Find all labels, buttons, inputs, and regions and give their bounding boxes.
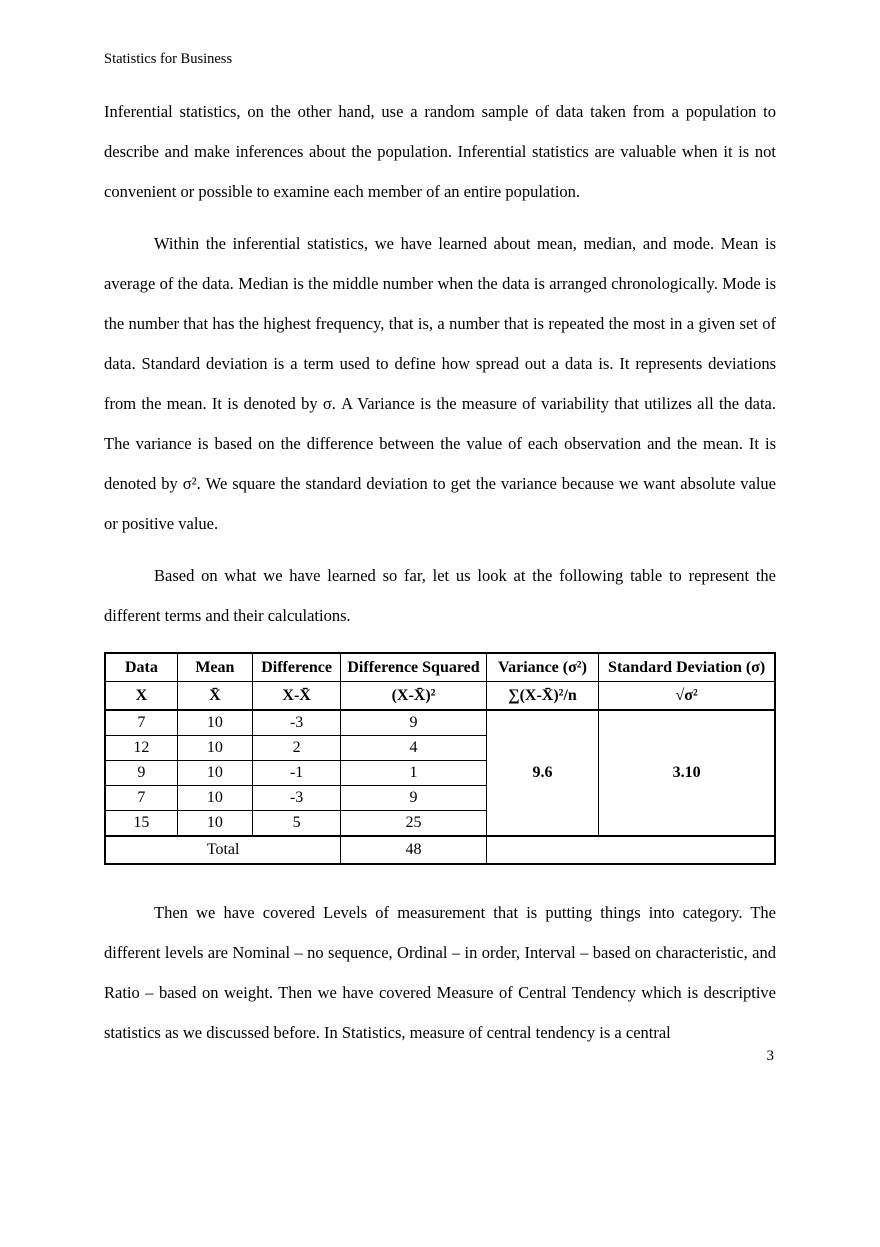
page-number: 3 [766, 1048, 774, 1064]
cell-data: 7 [105, 710, 177, 736]
symbol-x: X [105, 682, 177, 711]
cell-data: 7 [105, 786, 177, 811]
total-label: Total [105, 836, 341, 864]
total-empty-cell [486, 836, 775, 864]
std-dev-value: 3.10 [599, 710, 775, 836]
cell-mean: 10 [177, 761, 252, 786]
cell-data: 15 [105, 811, 177, 837]
cell-difference-squared: 9 [341, 710, 486, 736]
cell-difference-squared: 9 [341, 786, 486, 811]
symbol-x-minus-xbar: X-X̄ [252, 682, 340, 711]
col-header-variance: Variance (σ²) [486, 653, 599, 682]
table-row [105, 710, 775, 736]
cell-difference: -3 [252, 710, 340, 736]
table-header-row-1 [105, 653, 775, 682]
cell-difference-squared: 25 [341, 811, 486, 837]
paragraph-levels-of-measurement: Then we have covered Levels of measurement that is putting things into category. The different levels are Nominal – no sequence, Ordinal – in order, Interval – based on characteristic, and Ratio – based on weight. Then we have covered Measure of Central Tendency which is descriptive statistics as we discussed before. In Statistics, measure of central tendency is a central [104, 903, 776, 1042]
cell-mean: 10 [177, 736, 252, 761]
cell-data: 9 [105, 761, 177, 786]
col-header-mean: Mean [177, 653, 252, 682]
cell-difference: 2 [252, 736, 340, 761]
table-header-row-2 [105, 682, 775, 711]
col-header-data: Data [105, 653, 177, 682]
symbol-x-minus-xbar-squared: (X-X̄)² [341, 682, 486, 711]
cell-difference: -1 [252, 761, 340, 786]
cell-mean: 10 [177, 710, 252, 736]
cell-difference: 5 [252, 811, 340, 837]
table-total-row [105, 836, 775, 864]
symbol-x-bar: X̄ [177, 682, 252, 711]
cell-mean: 10 [177, 786, 252, 811]
cell-difference-squared: 4 [341, 736, 486, 761]
cell-difference-squared: 1 [341, 761, 486, 786]
paragraph-table-intro: Based on what we have learned so far, let us look at the following table to represent the different terms and their calculations. [104, 566, 776, 625]
cell-mean: 10 [177, 811, 252, 837]
symbol-variance-formula: ∑(X-X̄)²/n [486, 682, 599, 711]
running-header: Statistics for Business [104, 51, 233, 67]
cell-data: 12 [105, 736, 177, 761]
col-header-difference-squared: Difference Squared [341, 653, 486, 682]
symbol-sqrt-sigma-squared: √σ² [599, 682, 775, 711]
variance-value: 9.6 [486, 710, 599, 836]
paragraph-mean-median-mode: Within the inferential statistics, we have learned about mean, median, and mode. Mean is average of the data. Median is the middle number when the data is arranged chronologically. Mode is the number that has the highest frequency, that is, a number that is repeated the most in a given set of data. Standard deviation is a term used to define how spread out a data is. It represents deviations from the mean. It is denoted by σ. A Variance is the measure of variability that utilizes all the data. The variance is based on the difference between the value of each observation and the mean. It is denoted by σ². We square the standard deviation to get the variance because we want absolute value or positive value. [104, 234, 776, 533]
paragraph-inferential-statistics: Inferential statistics, on the other hand, use a random sample of data taken from a population to describe and make inferences about the population. Inferential statistics are valuable when it is not convenient or possible to examine each member of an entire population. [104, 102, 776, 201]
cell-difference: -3 [252, 786, 340, 811]
col-header-difference: Difference [252, 653, 340, 682]
col-header-standard-deviation: Standard Deviation (σ) [599, 653, 775, 682]
total-value: 48 [341, 836, 486, 864]
statistics-table [104, 652, 776, 865]
